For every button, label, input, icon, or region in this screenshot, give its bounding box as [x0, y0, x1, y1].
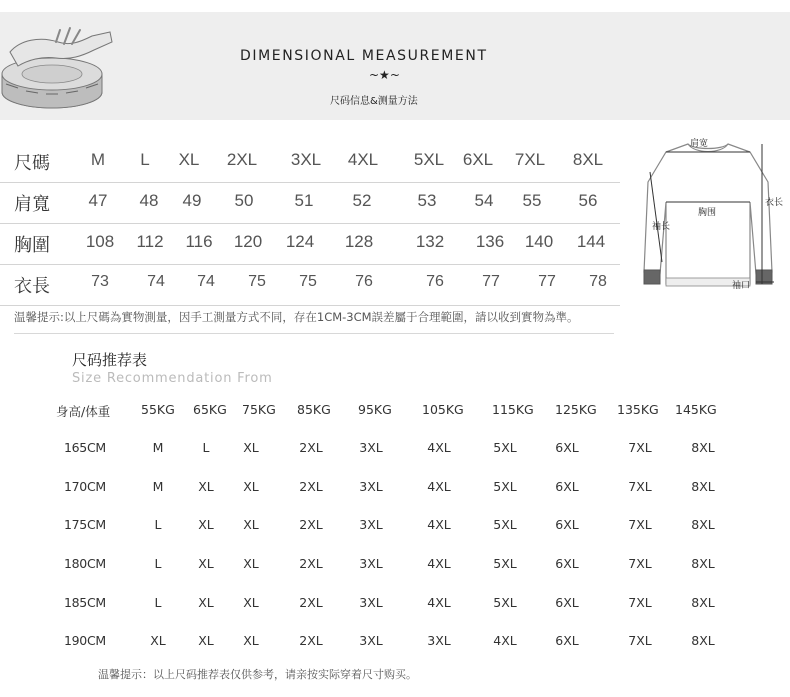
recommended-size: 3XL	[359, 440, 383, 455]
table-cell: 5XL	[413, 150, 445, 169]
recommended-size: XL	[243, 556, 259, 571]
table-cell: 77	[538, 273, 556, 290]
header-title: DIMENSIONAL MEASUREMENT	[240, 48, 488, 64]
recommended-size: XL	[243, 595, 259, 610]
table-cell: 112	[136, 232, 164, 251]
size-measurement-table	[0, 142, 620, 306]
table-cell: 56	[578, 191, 598, 210]
table-cell: 50	[234, 191, 254, 210]
table-cell: 48	[139, 191, 159, 210]
table-cell: 108	[85, 232, 115, 251]
recommended-size: 4XL	[427, 556, 451, 571]
recommended-size: XL	[198, 517, 214, 532]
height-label: 175CM	[64, 517, 106, 532]
size-row-shoulder	[0, 183, 620, 224]
recommended-size: L	[154, 517, 162, 532]
header-banner	[0, 12, 790, 120]
recommended-size: XL	[150, 633, 166, 648]
recommended-size: XL	[243, 517, 259, 532]
table-cell: 55	[522, 191, 542, 210]
table-cell: 49	[182, 191, 202, 210]
recommended-size: 8XL	[691, 633, 715, 648]
sleeve-label: 袖长	[652, 222, 671, 232]
sweater-measurement-diagram	[628, 132, 788, 302]
table-cell: L	[140, 150, 150, 169]
recommended-size: 2XL	[299, 595, 323, 610]
divider	[14, 333, 614, 334]
table-cell: 74	[147, 273, 165, 290]
recommended-size: 7XL	[628, 633, 652, 648]
height-label: 165CM	[64, 440, 106, 455]
height-label: 170CM	[64, 479, 106, 494]
corner-label: 身高/体重	[56, 404, 111, 419]
chest-label: 胸围	[698, 208, 717, 218]
table-cell: 124	[285, 232, 315, 251]
recommended-size: 7XL	[628, 517, 652, 532]
recommended-size: 4XL	[427, 517, 451, 532]
weight-header: 75KG	[242, 402, 276, 417]
recommended-size: M	[152, 440, 164, 455]
table-cell: 75	[299, 273, 317, 290]
table-cell: 76	[355, 273, 373, 290]
recommended-size: L	[154, 595, 162, 610]
recommended-size: 2XL	[299, 440, 323, 455]
row-label: 肩寬	[14, 194, 50, 215]
recommended-size: 7XL	[628, 440, 652, 455]
recommended-size: XL	[198, 595, 214, 610]
size-row-length	[0, 265, 620, 306]
recommended-size: 5XL	[493, 556, 517, 571]
recommended-size: 6XL	[555, 479, 579, 494]
recommended-size: XL	[198, 556, 214, 571]
recommended-size: L	[202, 440, 210, 455]
recommended-size: 8XL	[691, 517, 715, 532]
recommended-size: 8XL	[691, 440, 715, 455]
recommended-size: 3XL	[359, 633, 383, 648]
recommended-size: 4XL	[493, 633, 517, 648]
recommended-size: M	[152, 479, 164, 494]
weight-header: 95KG	[358, 402, 392, 417]
table-cell: 74	[197, 273, 215, 290]
weight-header: 105KG	[422, 402, 464, 417]
table-cell: 8XL	[572, 150, 604, 169]
recommended-size: 2XL	[299, 633, 323, 648]
recommended-size: 4XL	[427, 595, 451, 610]
table-cell: 47	[88, 191, 108, 210]
table-cell: 7XL	[514, 150, 546, 169]
table-cell: 51	[294, 191, 314, 210]
recommended-size: 3XL	[359, 556, 383, 571]
recommended-size: 6XL	[555, 595, 579, 610]
cuff-label: 袖口	[732, 281, 751, 291]
recommended-size: 4XL	[427, 440, 451, 455]
tape-measure-hand-illustration	[0, 12, 130, 120]
table-cell: 75	[248, 273, 266, 290]
table-cell: 116	[185, 232, 213, 251]
recommended-size: 7XL	[628, 479, 652, 494]
recommended-size: 5XL	[493, 479, 517, 494]
recommended-size: 2XL	[299, 556, 323, 571]
row-label: 衣長	[14, 276, 50, 297]
table-cell: 4XL	[347, 150, 379, 169]
recommended-size: 5XL	[493, 595, 517, 610]
recommended-size: 6XL	[555, 556, 579, 571]
recommended-size: 3XL	[359, 595, 383, 610]
size-row-size	[0, 142, 620, 183]
table-cell: M	[90, 150, 106, 169]
recommended-size: 2XL	[299, 517, 323, 532]
weight-header: 145KG	[675, 402, 717, 417]
table-cell: 76	[426, 273, 444, 290]
table-cell: 140	[524, 232, 554, 251]
header-ornament: ~★~	[369, 68, 400, 82]
table-cell: 2XL	[226, 150, 258, 169]
recommended-size: 8XL	[691, 556, 715, 571]
recommended-size: 3XL	[359, 517, 383, 532]
table-cell: 136	[475, 232, 505, 251]
row-label: 尺碼	[14, 153, 50, 174]
recommended-size: XL	[243, 440, 259, 455]
recommended-size: 3XL	[427, 633, 451, 648]
table-cell: 132	[415, 232, 445, 251]
recommendation-title: 尺码推荐表	[72, 351, 148, 369]
recommended-size: 7XL	[628, 556, 652, 571]
table-cell: XL	[178, 150, 200, 169]
recommendation-note: 温馨提示：以上尺码推荐表仅供参考，请亲按实际穿着尺寸购买。	[98, 668, 417, 681]
table-cell: 78	[589, 273, 607, 290]
measurement-note: 温馨提示:以上尺碼為實物測量，因手工測量方式不同，存在1CM-3CM誤差屬于合理範圍，請以收到實物為準。	[14, 310, 579, 324]
weight-header: 135KG	[617, 402, 659, 417]
weight-header: 55KG	[141, 402, 175, 417]
recommended-size: 5XL	[493, 440, 517, 455]
table-cell: 77	[482, 273, 500, 290]
shoulder-label: 肩宽	[690, 139, 709, 149]
weight-header: 125KG	[555, 402, 597, 417]
recommended-size: 8XL	[691, 479, 715, 494]
table-cell: 52	[352, 191, 372, 210]
weight-header: 85KG	[297, 402, 331, 417]
table-cell: 128	[344, 232, 374, 251]
recommended-size: L	[154, 556, 162, 571]
height-label: 190CM	[64, 633, 106, 648]
recommendation-subtitle: Size Recommendation From	[72, 371, 273, 386]
recommended-size: 6XL	[555, 517, 579, 532]
row-label: 胸圍	[14, 235, 50, 256]
recommended-size: 6XL	[555, 440, 579, 455]
recommended-size: XL	[243, 479, 259, 494]
table-cell: 53	[417, 191, 437, 210]
table-cell: 144	[576, 232, 606, 251]
recommended-size: 5XL	[493, 517, 517, 532]
recommended-size: XL	[198, 633, 214, 648]
height-label: 185CM	[64, 595, 106, 610]
table-cell: 54	[474, 191, 494, 210]
length-label: 衣长	[765, 198, 784, 208]
weight-header: 115KG	[492, 402, 534, 417]
recommended-size: 7XL	[628, 595, 652, 610]
table-cell: 6XL	[462, 150, 494, 169]
table-cell: 73	[91, 273, 109, 290]
recommended-size: 6XL	[555, 633, 579, 648]
recommended-size: XL	[198, 479, 214, 494]
weight-header: 65KG	[193, 402, 227, 417]
recommended-size: 2XL	[299, 479, 323, 494]
recommended-size: 3XL	[359, 479, 383, 494]
recommended-size: 8XL	[691, 595, 715, 610]
header-subtitle: 尺码信息&测量方法	[330, 96, 418, 107]
recommended-size: 4XL	[427, 479, 451, 494]
table-cell: 3XL	[290, 150, 322, 169]
height-label: 180CM	[64, 556, 106, 571]
size-row-chest	[0, 224, 620, 265]
recommended-size: XL	[243, 633, 259, 648]
table-cell: 120	[233, 232, 263, 251]
